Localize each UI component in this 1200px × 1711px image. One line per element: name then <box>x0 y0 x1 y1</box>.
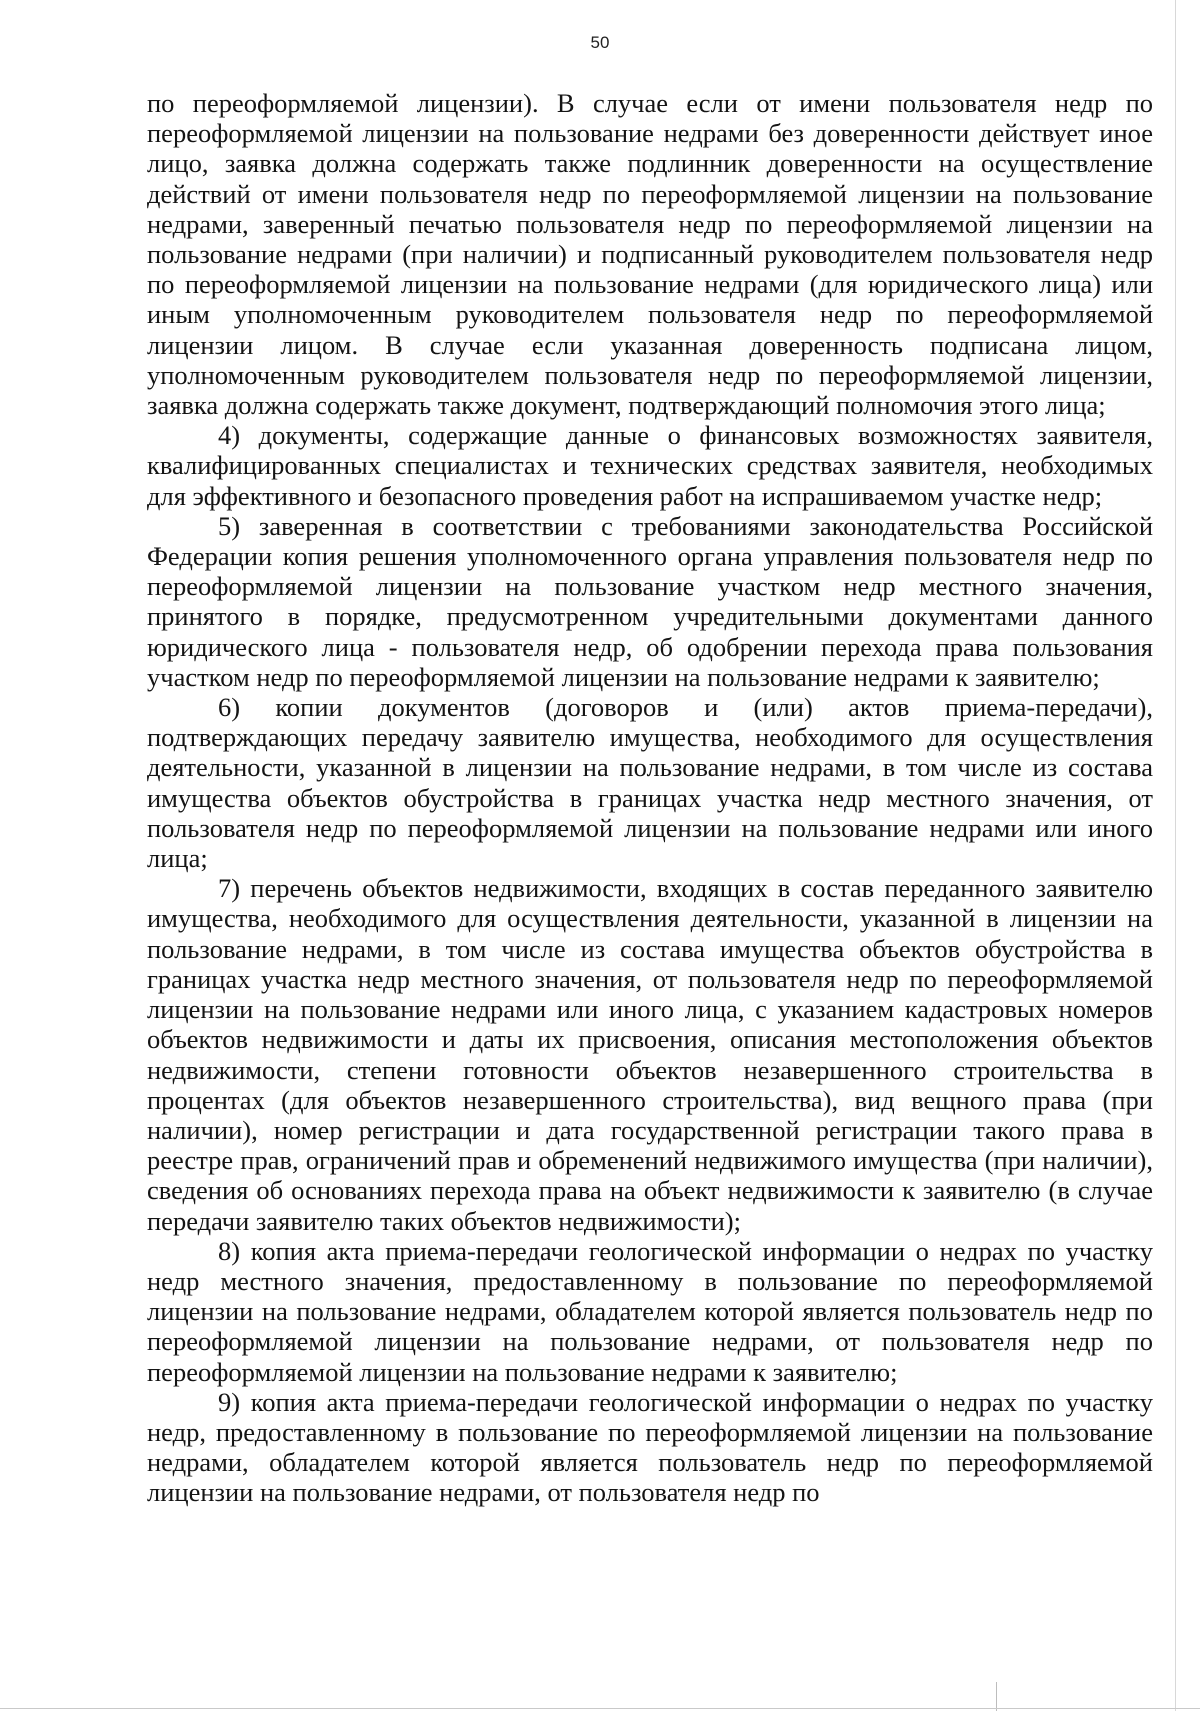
paragraph-item-7: 7) перечень объектов недвижимости, входящих в состав переданного заявителю имущества, необходимого для осуществления деятельности, указанной в лицензии на пользование недрами, в том числе из состава имущества объектов обустройства в границах участка недр местного значения, от пользователя недр по переоформляемой лицензии на пользование недрами или иного лица, с указанием кадастровых номеров объектов недвижимости и даты их присвоения, описания местоположения объектов недвижимости, степени готовности объектов незавершенного строительства в процентах (для объектов незавершенного строительства), вид вещного права (при наличии), номер регистрации и дата государственной регистрации такого права в реестре прав, ограничений прав и обременений недвижимого имущества (при наличии), сведения об основаниях перехода права на объект недвижимости к заявителю (в случае передачи заявителю таких объектов недвижимости); <box>147 873 1153 1236</box>
paragraph-item-4: 4) документы, содержащие данные о финансовых возможностях заявителя, квалифицированных специалистах и технических средствах заявителя, необходимых для эффективного и безопасного проведения работ на испрашиваемом участке недр; <box>147 420 1153 511</box>
document-body <box>147 88 1153 1508</box>
scan-edge-line <box>1175 0 1176 1711</box>
scan-bottom-mark <box>996 1682 997 1711</box>
paragraph-item-9: 9) копия акта приема-передачи геологической информации о недрах по участку недр, предоставленному в пользование по переоформляемой лицензии на пользование недрами, обладателем которой является пользователь недр по переоформляемой лицензии на пользование недрами, от пользователя недр по <box>147 1386 1153 1508</box>
page-number: 50 <box>590 33 610 52</box>
paragraph-item-6: 6) копии документов (договоров и (или) актов приема-передачи), подтверждающих передачу заявителю имущества, необходимого для осуществления деятельности, указанной в лицензии на пользование недрами, в том числе из состава имущества объектов обустройства в границах участка недр местного значения, от пользователя недр по переоформляемой лицензии на пользование недрами или иного лица; <box>147 692 1153 874</box>
paragraph-item-8: 8) копия акта приема-передачи геологической информации о недрах по участку недр местного значения, предоставленному в пользование по переоформляемой лицензии на пользование недрами, обладателем которой является пользователь недр по переоформляемой лицензии на пользование недрами, от пользователя недр по переоформляемой лицензии на пользование недрами к заявителю; <box>147 1235 1153 1387</box>
paragraph-item-5: 5) заверенная в соответствии с требованиями законодательства Российской Федерации копия решения уполномоченного органа управления пользователя недр по переоформляемой лицензии на пользование участком недр местного значения, принятого в порядке, предусмотренном учредительными документами данного юридического лица - пользователя недр, об одобрении перехода права пользования участком недр по переоформляемой лицензии на пользование недрами к заявителю; <box>147 510 1153 692</box>
scan-bottom-line <box>0 1708 1200 1709</box>
paragraph-continuation: по переоформляемой лицензии). В случае если от имени пользователя недр по переоформляемой лицензии на пользование недрами без доверенности действует иное лицо, заявка должна содержать также подлинник доверенности на осуществление действий от имени пользователя недр по переоформляемой лицензии на пользование недрами, заверенный печатью пользователя недр по переоформляемой лицензии на пользование недрами (при наличии) и подписанный руководителем пользователя недр по переоформляемой лицензии на пользование недрами (для юридического лица) или иным уполномоченным руководителем пользователя недр по переоформляемой лицензии лицом. В случае если указанная доверенность подписана лицом, уполномоченным руководителем пользователя недр по переоформляемой лицензии, заявка должна содержать также документ, подтверждающий полномочия этого лица; <box>147 88 1153 421</box>
